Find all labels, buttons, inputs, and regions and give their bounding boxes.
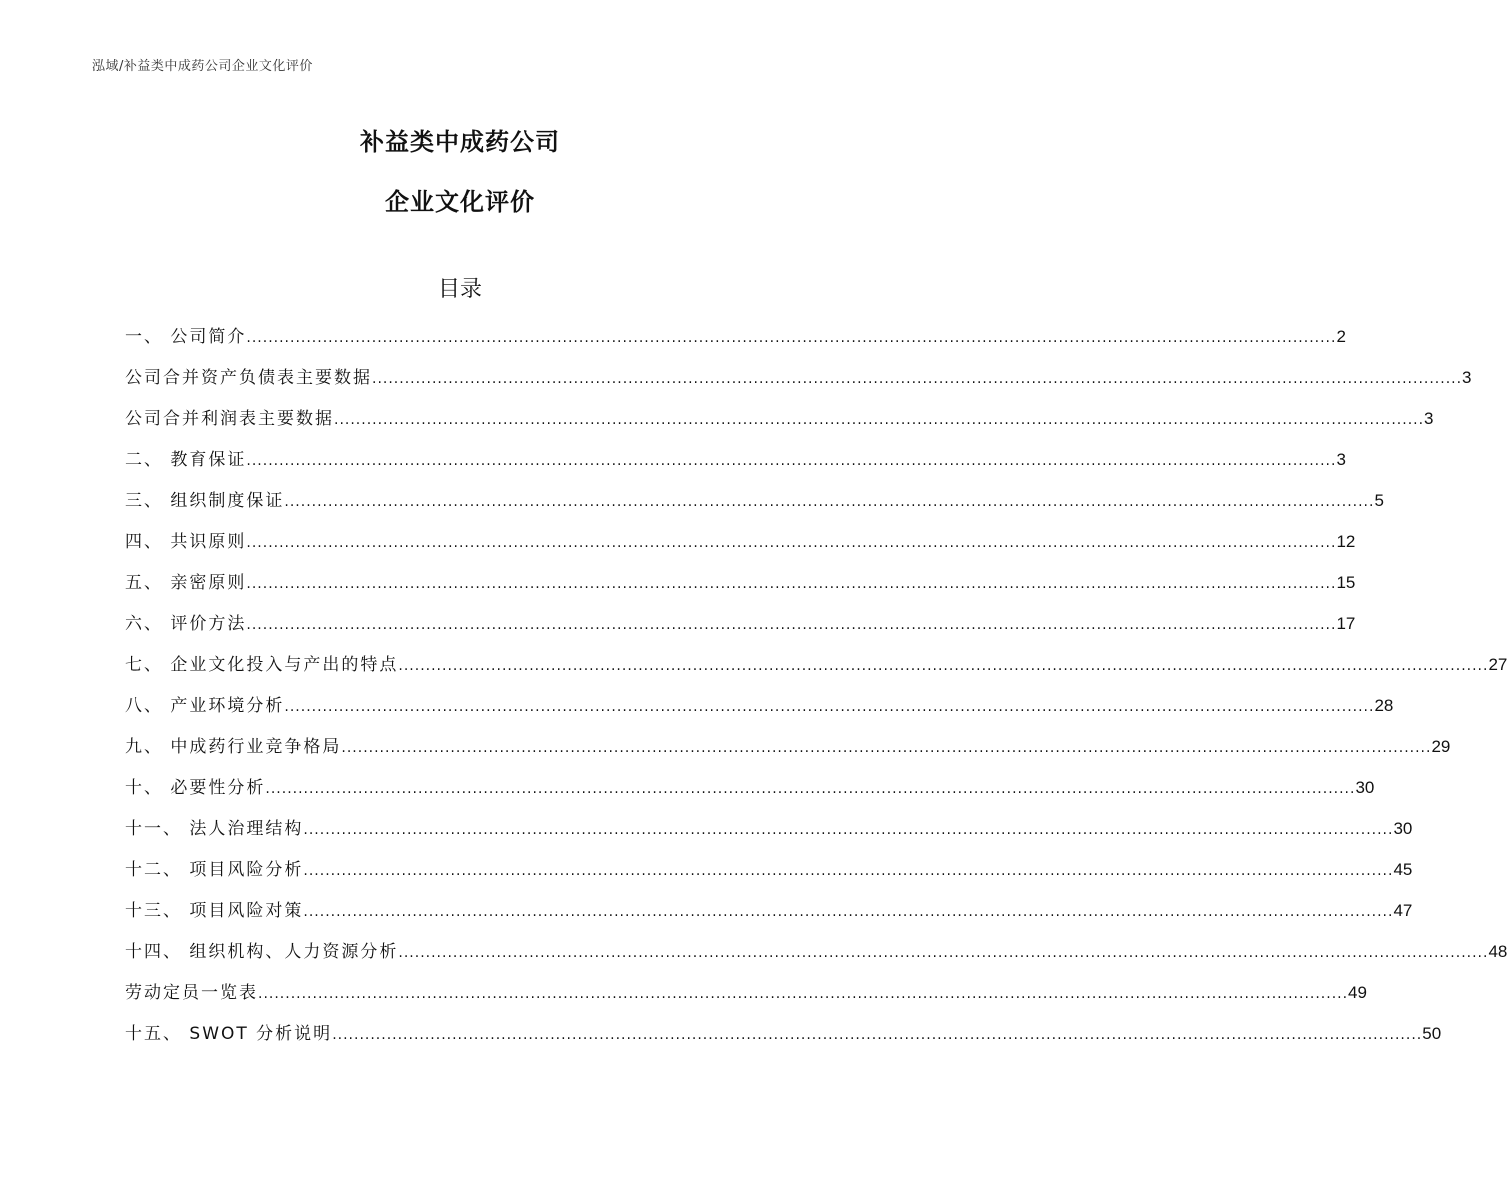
table-of-contents [125,323,1507,1061]
toc-leader-dots: ........................................................................................................................................................................................................ [303,904,1394,920]
document-title: 补益类中成药公司 [360,128,560,156]
toc-leader-dots: ........................................................................................................................................................................................................ [246,617,1337,633]
toc-entry-label: 十二、 项目风险分析 [125,860,304,880]
toc-entry-page: 30 [1355,778,1375,797]
toc-leader-dots: ........................................................................................................................................................................................................ [398,945,1489,961]
toc-leader-dots: ........................................................................................................................................................................................................ [246,576,1337,592]
toc-entry-label: 九、 中成药行业竞争格局 [125,737,342,757]
toc-entry-label: 十五、 SWOT 分析说明 [125,1024,333,1044]
toc-entry[interactable] [125,938,1507,979]
toc-leader-dots: ........................................................................................................................................................................................................ [303,863,1394,879]
toc-entry-label: 一、 公司简介 [125,327,247,347]
toc-entry-label: 二、 教育保证 [125,450,247,470]
toc-leader-dots: ........................................................................................................................................................................................................ [246,535,1337,551]
toc-entry[interactable] [125,979,1367,1020]
toc-entry[interactable] [125,610,1356,651]
toc-entry[interactable] [125,774,1375,815]
toc-entry-page: 30 [1393,819,1413,838]
toc-entry-page: 3 [1462,368,1472,387]
toc-entry[interactable] [125,692,1394,733]
toc-leader-dots: ........................................................................................................................................................................................................ [332,1027,1423,1043]
toc-entry-label: 十三、 项目风险对策 [125,901,304,921]
toc-leader-dots: ........................................................................................................................................................................................................ [246,453,1337,469]
toc-entry-page: 12 [1336,532,1356,551]
toc-entry-page: 28 [1374,696,1394,715]
toc-entry-label: 十、 必要性分析 [125,778,266,798]
toc-entry-label: 公司合并利润表主要数据 [125,409,334,429]
toc-heading: 目录 [437,277,482,302]
toc-entry-label: 十一、 法人治理结构 [125,819,304,839]
toc-entry-page: 5 [1374,491,1384,510]
toc-entry-label: 劳动定员一览表 [125,983,258,1003]
toc-leader-dots: ........................................................................................................................................................................................................ [265,781,1356,797]
toc-entry-label: 六、 评价方法 [125,614,247,634]
toc-entry-label: 五、 亲密原则 [125,573,247,593]
toc-entry-page: 3 [1424,409,1434,428]
toc-entry-page: 50 [1422,1024,1442,1043]
toc-leader-dots: ........................................................................................................................................................................................................ [334,412,1425,428]
toc-entry[interactable] [125,323,1346,364]
toc-entry-page: 49 [1348,983,1367,1002]
toc-entry[interactable] [125,897,1413,938]
toc-entry-label: 十四、 组织机构、人力资源分析 [125,942,399,962]
toc-entry-page: 2 [1336,327,1346,346]
toc-entry-page: 29 [1431,737,1451,756]
toc-entry[interactable] [125,651,1507,692]
toc-entry[interactable] [125,446,1346,487]
toc-leader-dots: ........................................................................................................................................................................................................ [246,330,1337,346]
toc-entry[interactable] [125,733,1451,774]
toc-entry-page: 45 [1393,860,1413,879]
toc-entry-label: 公司合并资产负债表主要数据 [125,368,372,388]
toc-entry[interactable] [125,364,1472,405]
toc-leader-dots: ........................................................................................................................................................................................................ [258,986,1349,1002]
toc-leader-dots: ........................................................................................................................................................................................................ [341,740,1432,756]
toc-entry[interactable] [125,856,1413,897]
toc-leader-dots: ........................................................................................................................................................................................................ [303,822,1394,838]
toc-entry[interactable] [125,815,1413,856]
running-header: 泓域/补益类中成药公司企业文化评价 [92,59,313,74]
toc-entry-page: 48 [1488,942,1507,961]
toc-leader-dots: ........................................................................................................................................................................................................ [372,371,1463,387]
toc-entry[interactable] [125,569,1356,610]
toc-entry[interactable] [125,405,1434,446]
toc-entry-page: 17 [1336,614,1356,633]
toc-entry[interactable] [125,487,1384,528]
toc-entry-page: 47 [1393,901,1413,920]
toc-entry-page: 15 [1336,573,1356,592]
toc-entry-label: 八、 产业环境分析 [125,696,285,716]
toc-entry[interactable] [125,1020,1442,1061]
toc-entry-page: 3 [1336,450,1346,469]
document-subtitle: 企业文化评价 [385,188,535,216]
toc-leader-dots: ........................................................................................................................................................................................................ [284,494,1375,510]
toc-leader-dots: ........................................................................................................................................................................................................ [284,699,1375,715]
toc-entry-label: 三、 组织制度保证 [125,491,285,511]
toc-entry-page: 27 [1488,655,1507,674]
toc-entry[interactable] [125,528,1356,569]
toc-leader-dots: ........................................................................................................................................................................................................ [398,658,1489,674]
toc-entry-label: 四、 共识原则 [125,532,247,552]
toc-entry-label: 七、 企业文化投入与产出的特点 [125,655,399,675]
